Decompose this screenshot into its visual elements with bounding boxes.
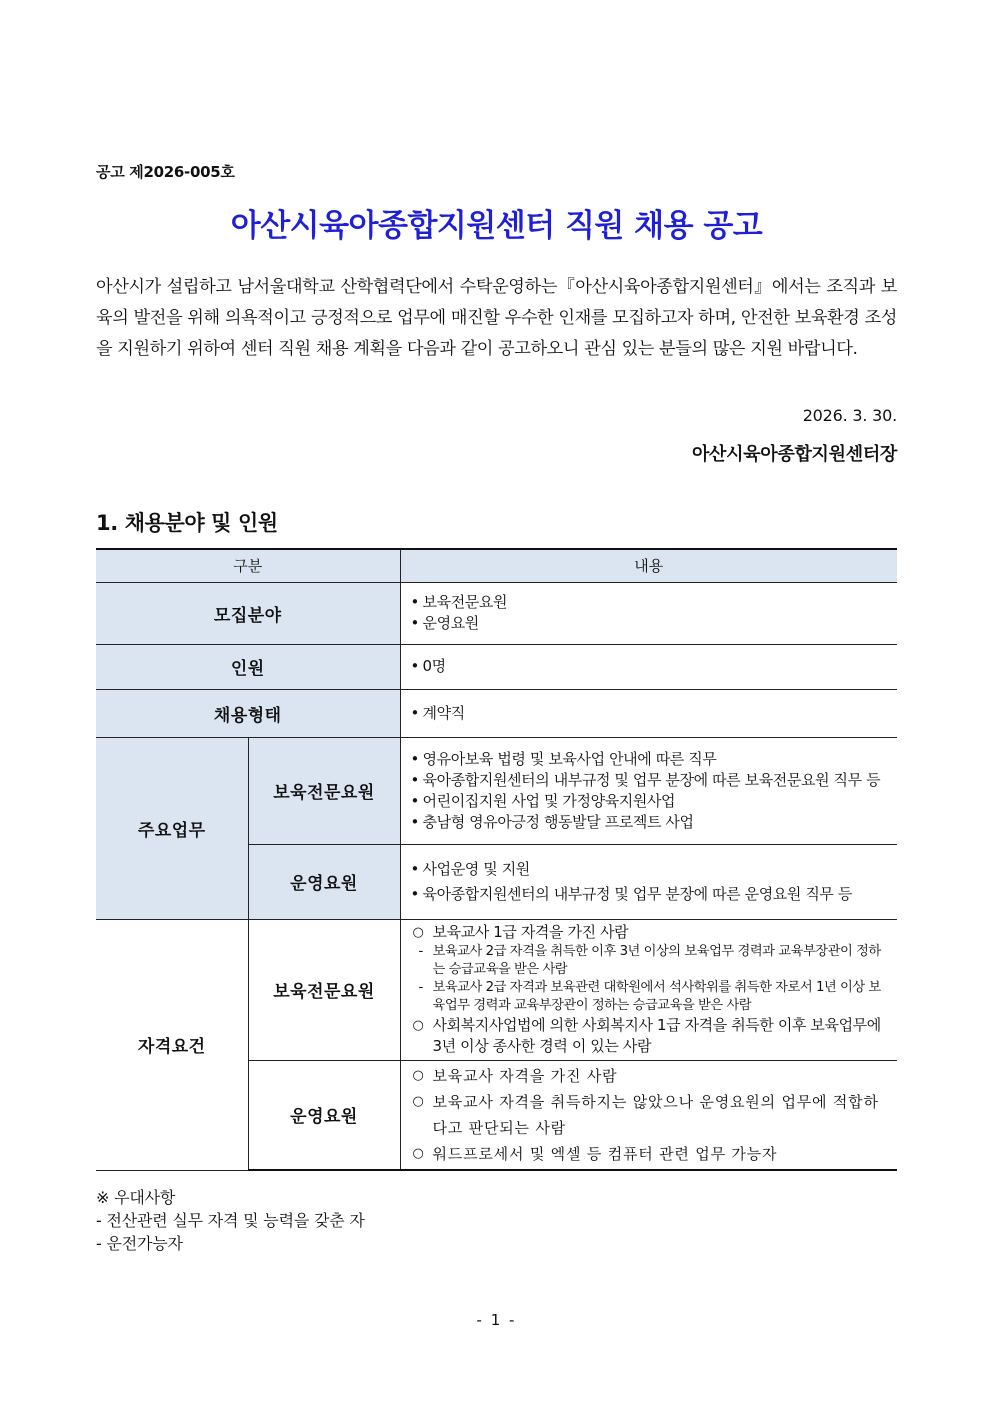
list-item: - 보육교사 2급 자격과 보육관련 대학원에서 석사학위를 취득한 자로서 1년 이상 보육업무 경력과 교육부장관이 정하는 승급교육을 받은 사람 <box>411 979 890 1015</box>
list-item: • 보육전문요원 <box>411 592 890 613</box>
qual-role-operations: 운영요원 <box>248 1060 400 1170</box>
preferences <box>96 1186 365 1255</box>
list-item: • 계약직 <box>411 703 890 724</box>
signer: 아산시육아종합지원센터장 <box>691 444 897 465</box>
list-item: • 0명 <box>411 656 890 677</box>
recruit-field-content <box>400 582 897 644</box>
duties-role-operations: 운영요원 <box>248 844 400 919</box>
list-item: • 충남형 영유아긍정 행동발달 프로젝트 사업 <box>411 812 890 833</box>
list-item: ○ 보육교사 자격을 취득하지는 않았으나 운영요원의 업무에 적합하다고 판단되는 사람 <box>411 1089 890 1141</box>
list-item: - 전산관련 실무 자격 및 능력을 갖춘 자 <box>96 1211 365 1230</box>
list-item: • 운영요원 <box>411 613 890 634</box>
list-item: - 운전가능자 <box>96 1234 183 1253</box>
qual-operations-content <box>400 1060 897 1170</box>
page-number: - 1 - <box>476 1311 517 1329</box>
list-item: • 사업운영 및 지원 <box>411 857 890 882</box>
duties-specialist-content <box>400 737 897 844</box>
list-item: ○ 워드프로세서 및 엑셀 등 컴퓨터 관련 업무 가능자 <box>411 1141 890 1167</box>
list-item: ○ 보육교사 자격을 가진 사람 <box>411 1063 890 1089</box>
section-heading: 1. 채용분야 및 인원 <box>96 511 278 535</box>
preferences-title: ※ 우대사항 <box>96 1188 176 1207</box>
list-item: • 어린이집지원 사업 및 가정양육지원사업 <box>411 791 890 812</box>
list-item: ○ 보육교사 1급 자격을 가진 사람 <box>411 922 890 943</box>
notice-date: 2026. 3. 30. <box>802 406 897 425</box>
list-item: • 영유아보육 법령 및 보육사업 안내에 따른 직무 <box>411 749 890 770</box>
qualification-label: 자격요건 <box>96 919 248 1170</box>
list-item: ○ 사회복지사업법에 의한 사회복지사 1급 자격을 취득한 이후 보육업무에 3년 이상 종사한 경력 이 있는 사람 <box>411 1015 890 1057</box>
recruitment-table <box>96 548 897 1171</box>
headcount-content <box>400 644 897 689</box>
duties-role-specialist: 보육전문요원 <box>248 737 400 844</box>
list-item: • 육아종합지원센터의 내부규정 및 업무 분장에 따른 운영요원 직무 등 <box>411 882 890 907</box>
duties-operations-content <box>400 844 897 919</box>
employment-type-label: 채용형태 <box>96 689 400 737</box>
recruit-field-label: 모집분야 <box>96 582 400 644</box>
intro-paragraph: 아산시가 설립하고 남서울대학교 산학협력단에서 수탁운영하는『아산시육아종합지원센터』에서는 조직과 보육의 발전을 위해 의욕적이고 긍정적으로 업무에 매진할 우수한 인재를 모집하고자 하며, 안전한 보육환경 조성을 지원하기 위하여 센터 직원 채용 계획을 다음과 같이 공고하오니 관심 있는 분들의 많은 지원 바랍니다. <box>96 277 897 359</box>
list-item: - 보육교사 2급 자격을 취득한 이후 3년 이상의 보육업무 경력과 교육부장관이 정하는 승급교육을 받은 사람 <box>411 943 890 979</box>
list-item: • 육아종합지원센터의 내부규정 및 업무 분장에 따른 보육전문요원 직무 등 <box>411 770 890 791</box>
headcount-label: 인원 <box>96 644 400 689</box>
qual-specialist-content <box>400 919 897 1060</box>
qual-role-specialist: 보육전문요원 <box>248 919 400 1060</box>
employment-type-content <box>400 689 897 737</box>
header-category: 구분 <box>96 549 400 582</box>
header-content: 내용 <box>400 549 897 582</box>
page-title: 아산시육아종합지원센터 직원 채용 공고 <box>230 208 763 244</box>
notice-number: 공고 제2026-005호 <box>96 163 235 181</box>
duties-label: 주요업무 <box>96 737 248 919</box>
